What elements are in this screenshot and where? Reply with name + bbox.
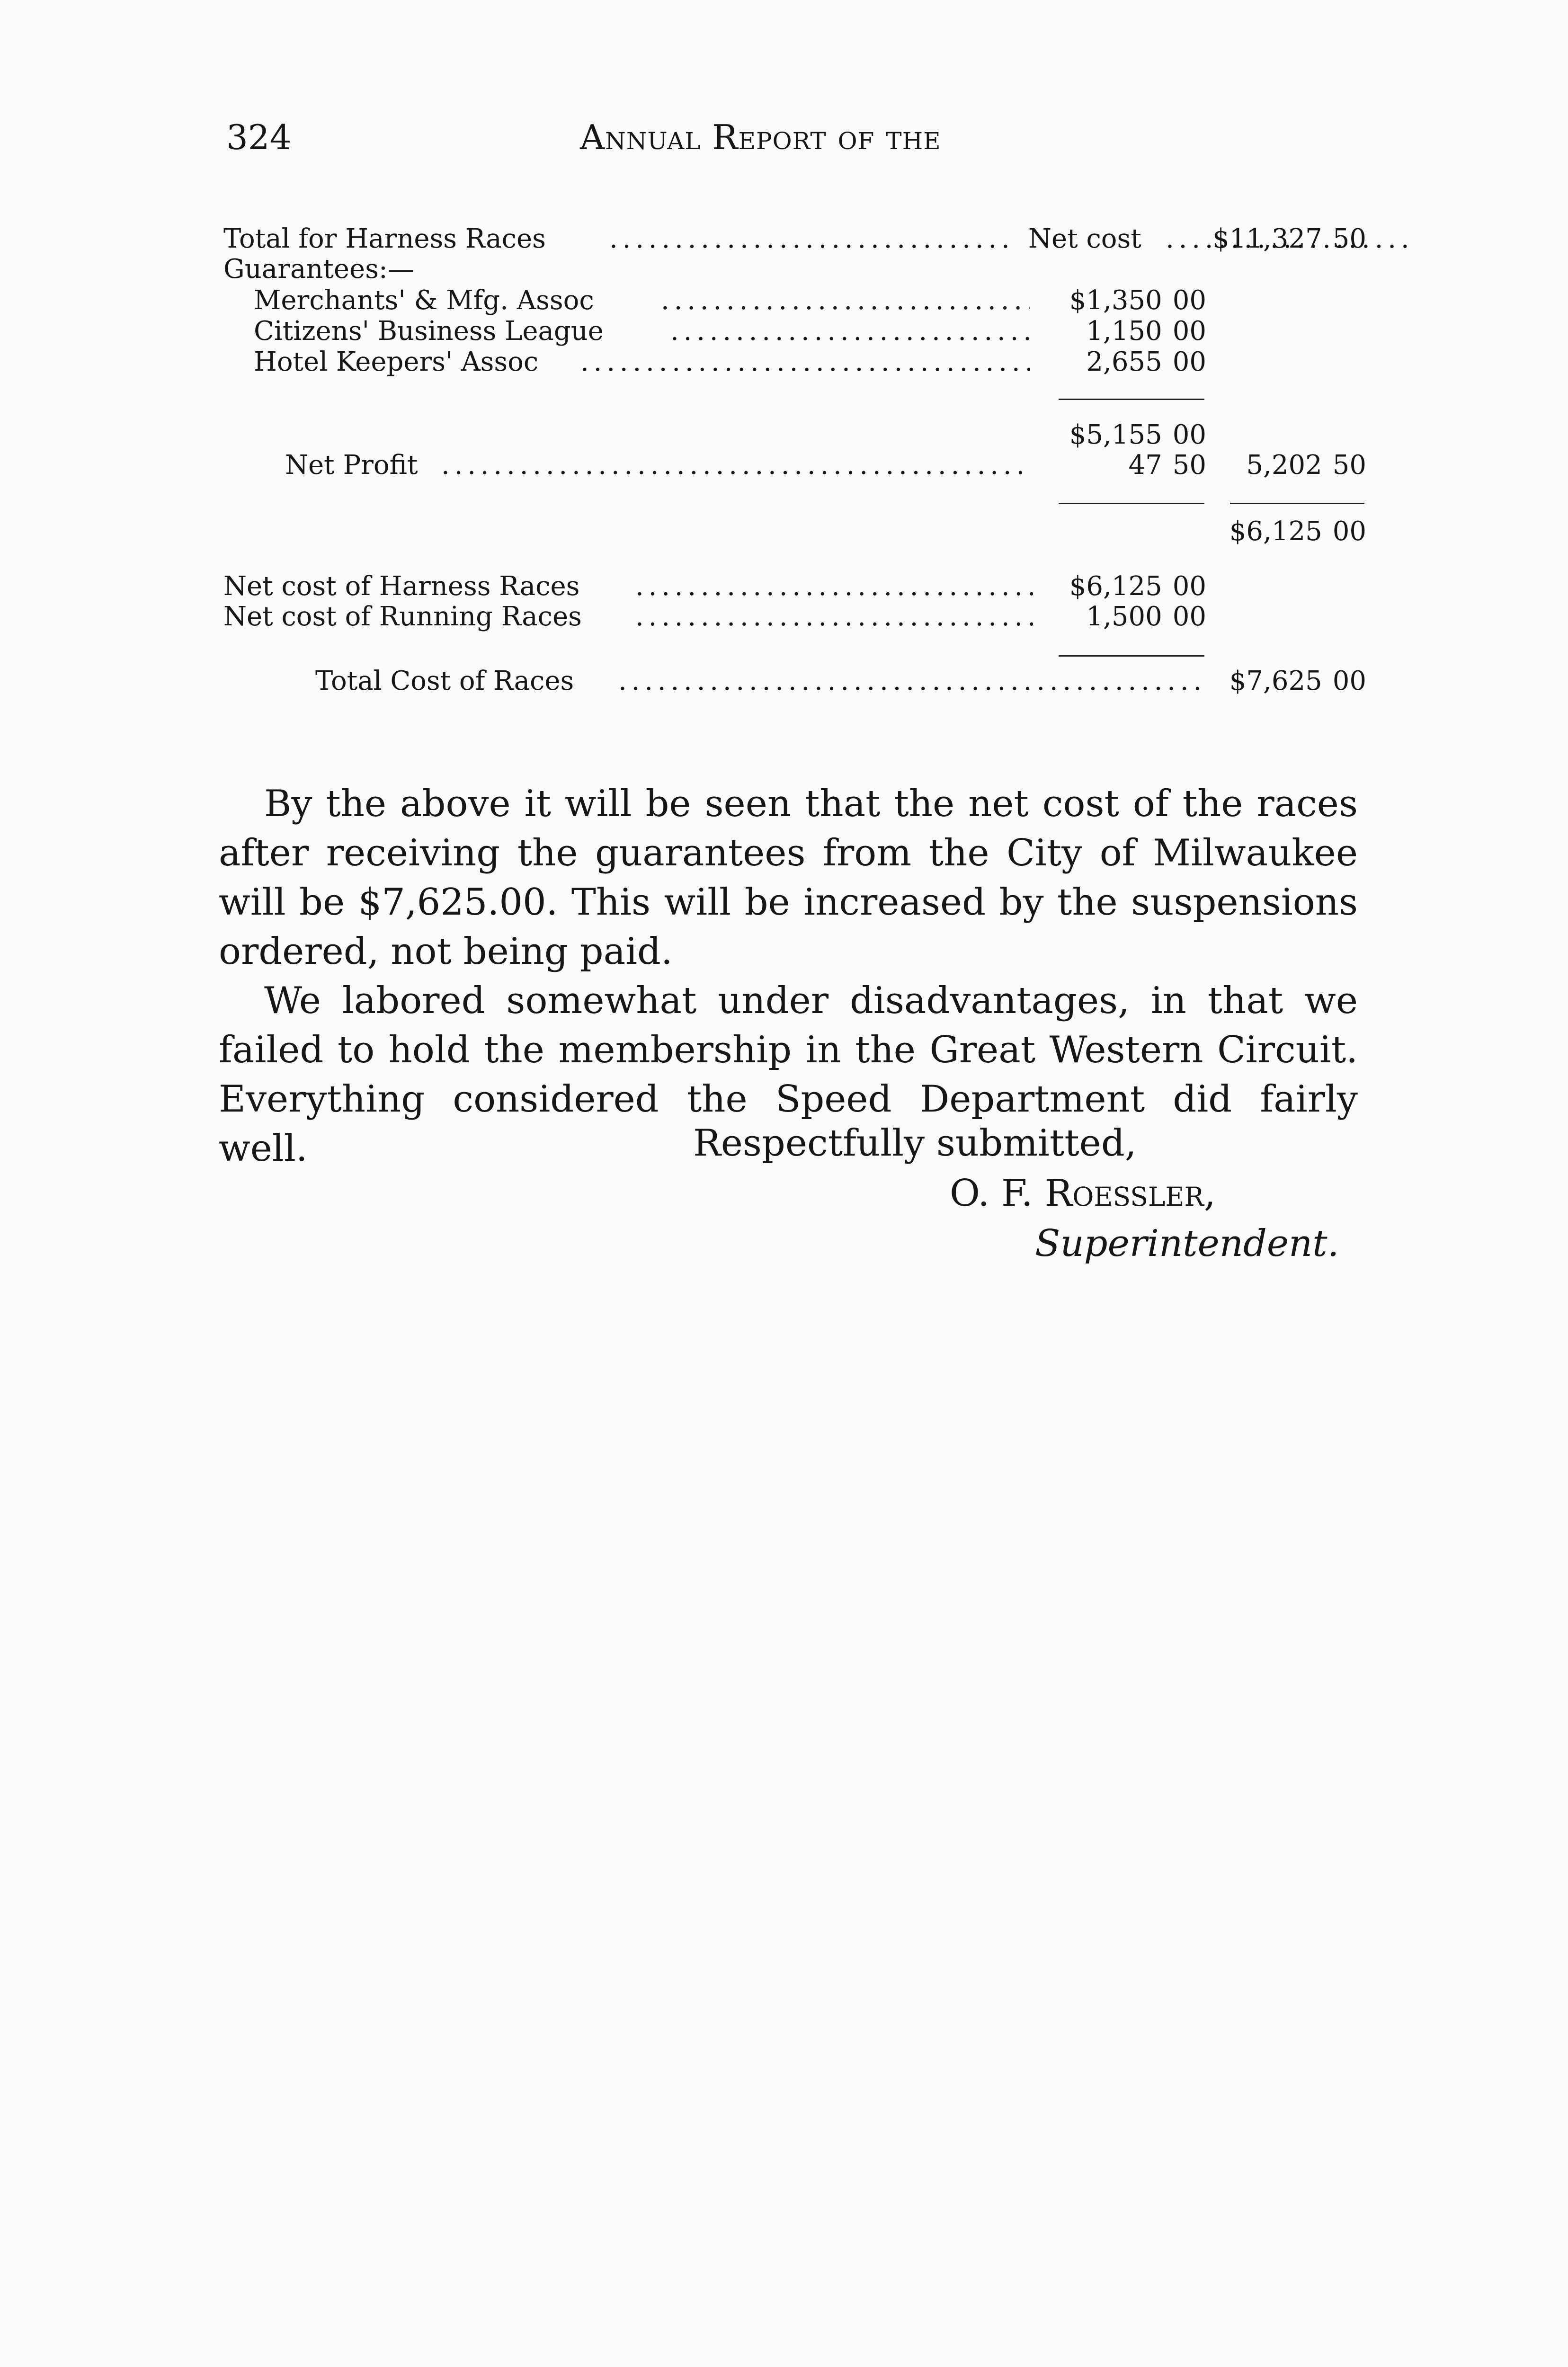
- amount-dollars: $6,125: [1229, 516, 1322, 547]
- ledger-amount: [1032, 315, 1206, 348]
- report-paragraphs: [219, 779, 1358, 1173]
- ledger-guarantees-heading: [223, 253, 792, 286]
- amount-dollars: $11,327: [1212, 223, 1322, 254]
- leader-dots: [635, 600, 1033, 633]
- running-head: Annual Report of the: [580, 117, 941, 157]
- amount-cents: 00: [1172, 347, 1206, 377]
- ledger-amount: [1032, 346, 1206, 379]
- ledger-label: Net Profit: [285, 450, 418, 481]
- ledger-subtotal: [1032, 418, 1206, 452]
- sum-rule: [1059, 655, 1204, 657]
- amount-dollars: 5,202: [1246, 450, 1322, 481]
- leader-dots: [618, 665, 1205, 698]
- ledger-label: Citizens' Business League: [254, 316, 604, 347]
- amount-dollars: 47: [1128, 450, 1162, 481]
- paragraph: By the above it will be seen that the net cost of the races after receiving the guarantees from the City of Milwaukee will be $7,625.00. This will be increased by the suspensions ordered, not being paid.: [219, 783, 1358, 973]
- ledger-middle-label: Net cost: [1028, 223, 1141, 254]
- amount-cents: 50: [1332, 223, 1366, 254]
- amount-cents: 00: [1172, 285, 1206, 316]
- ledger-row-guarantee: [254, 315, 1030, 348]
- ledger-amount: [1212, 449, 1366, 482]
- amount-cents: 00: [1172, 601, 1206, 632]
- ledger-label: Net cost of Harness Races: [223, 571, 580, 602]
- ledger-row-guarantee: [254, 346, 1030, 379]
- ledger-label: Merchants' & Mfg. Assoc: [254, 285, 594, 316]
- ledger-row-net-cost: [223, 570, 1038, 603]
- sum-rule: [1230, 503, 1364, 504]
- sum-rule: [1059, 399, 1204, 400]
- amount-cents: 00: [1332, 516, 1366, 547]
- amount-dollars: 1,500: [1086, 601, 1162, 632]
- leader-dots: [661, 284, 1030, 317]
- amount-dollars: $7,625: [1229, 666, 1322, 696]
- ledger-balance: [1193, 515, 1366, 548]
- leader-dots: [635, 570, 1033, 603]
- leader-dots: [580, 346, 1030, 379]
- ledger-label: Total for Harness Races: [223, 223, 546, 254]
- amount-cents: 50: [1332, 450, 1366, 481]
- amount-dollars: $6,125: [1069, 571, 1162, 602]
- ledger-row-net-cost: [223, 600, 1038, 633]
- ledger-amount: [1193, 665, 1366, 698]
- ledger-label: Hotel Keepers' Assoc: [254, 347, 539, 377]
- closing-line: Respectfully submitted,: [693, 1122, 1137, 1165]
- ledger-label: Net cost of Running Races: [223, 601, 582, 632]
- leader-dots: [441, 449, 1031, 482]
- sum-rule: [1059, 503, 1204, 504]
- ledger-amount: [1032, 284, 1206, 317]
- amount-cents: 00: [1172, 316, 1206, 347]
- amount-dollars: 2,655: [1086, 347, 1162, 377]
- ledger-amount: [1032, 449, 1206, 482]
- guarantees-heading: Guarantees:—: [223, 254, 414, 285]
- amount-cents: 00: [1172, 419, 1206, 450]
- ledger-row-guarantee: [254, 284, 1030, 317]
- amount-cents: 00: [1172, 571, 1206, 602]
- amount-cents: 50: [1172, 450, 1206, 481]
- ledger-amount: [1193, 222, 1366, 256]
- amount-dollars: $1,350: [1069, 285, 1162, 316]
- signatory-name: O. F. Roessler,: [950, 1172, 1216, 1215]
- ledger-amount: [1032, 570, 1206, 603]
- ledger-amount: [1032, 600, 1206, 633]
- races-ledger: [0, 0, 1568, 757]
- signatory-title: Superintendent.: [1035, 1222, 1339, 1265]
- leader-dots: [670, 315, 1030, 348]
- ledger-row-net-profit: [285, 449, 1033, 482]
- paragraph: We labored somewhat under disadvantages, in that we failed to hold the membership in the Great Western Circuit. Everything considered the Speed Department did fairly well.: [219, 979, 1358, 1170]
- ledger-label: Total Cost of Races: [315, 666, 574, 696]
- amount-dollars: 1,150: [1086, 316, 1162, 347]
- leader-dots: [609, 222, 1016, 256]
- amount-cents: 00: [1332, 666, 1366, 696]
- amount-dollars: $5,155: [1069, 419, 1162, 450]
- ledger-row-total-cost: [315, 665, 1210, 698]
- page-number: 324: [226, 117, 292, 157]
